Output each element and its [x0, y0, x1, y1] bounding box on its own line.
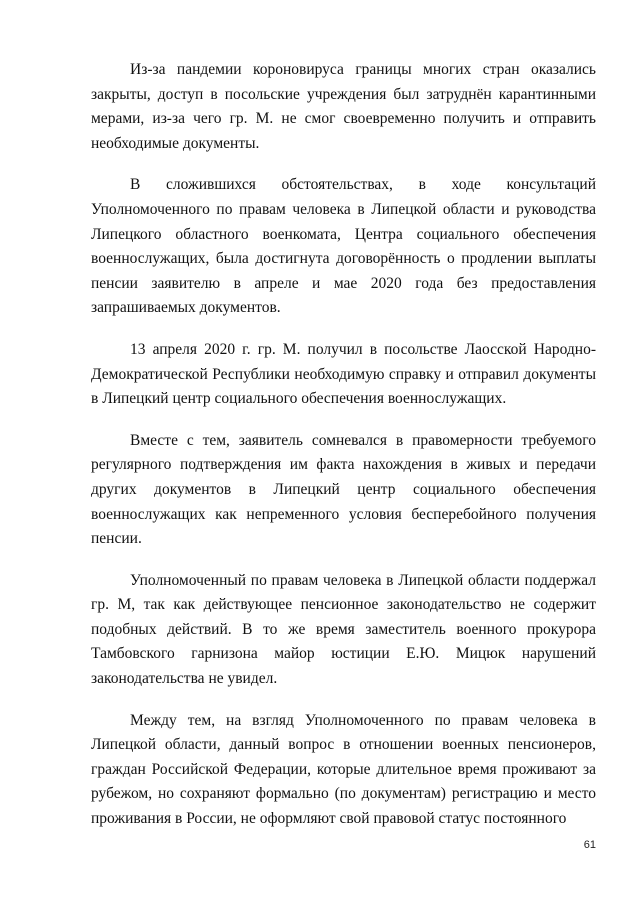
paragraph-3: 13 апреля 2020 г. гр. М. получил в посольстве Лаосской Народно-Демократической Республики необходимую справку и отправил документы в Липецкий центр социального обеспечения военнослужащих. — [91, 340, 596, 408]
paragraph-2: В сложившихся обстоятельствах, в ходе консультаций Уполномоченного по правам человека в Липецкой области и руководства Липецкого областного военкомата, Центра социального обеспечения военнослужащих, была достигнута договорённость о продлении выплаты пенсии заявителю в апреле и мае 2020 года без предоставления запрашиваемых документов. — [91, 176, 596, 317]
paragraph-4: Вместе с тем, заявитель сомневался в правомерности требуемого регулярного подтверждения им факта нахождения в живых и передачи других документов в Липецкий центр социального обеспечения военнослужащих как непременного условия бесперебойного получения пенсии. — [91, 431, 596, 548]
page-number: 61 — [583, 839, 596, 851]
paragraph-6: Между тем, на взгляд Уполномоченного по правам человека в Липецкой области, данный вопрос в отношении военных пенсионеров, граждан Российской Федерации, которые длительное время проживают за рубежом, но сохраняют формально (по документам) регистрацию и место проживания в России, не оформляют свой правовой статус постоянного — [91, 711, 596, 828]
text-body — [91, 58, 596, 849]
paragraph-1: Из-за пандемии короновируса границы многих стран оказались закрыты, доступ в посольские учреждения был затруднён карантинными мерами, из-за чего гр. М. не смог своевременно получить и отправить необходимые документы. — [91, 61, 596, 152]
paragraph-5: Уполномоченный по правам человека в Липецкой области поддержал гр. М, так как действующее пенсионное законодательство не содержит подобных действий. В то же время заместитель военного прокурора Тамбовского гарнизона майор юстиции Е.Ю. Мицюк нарушений законодательства не увидел. — [91, 571, 596, 688]
